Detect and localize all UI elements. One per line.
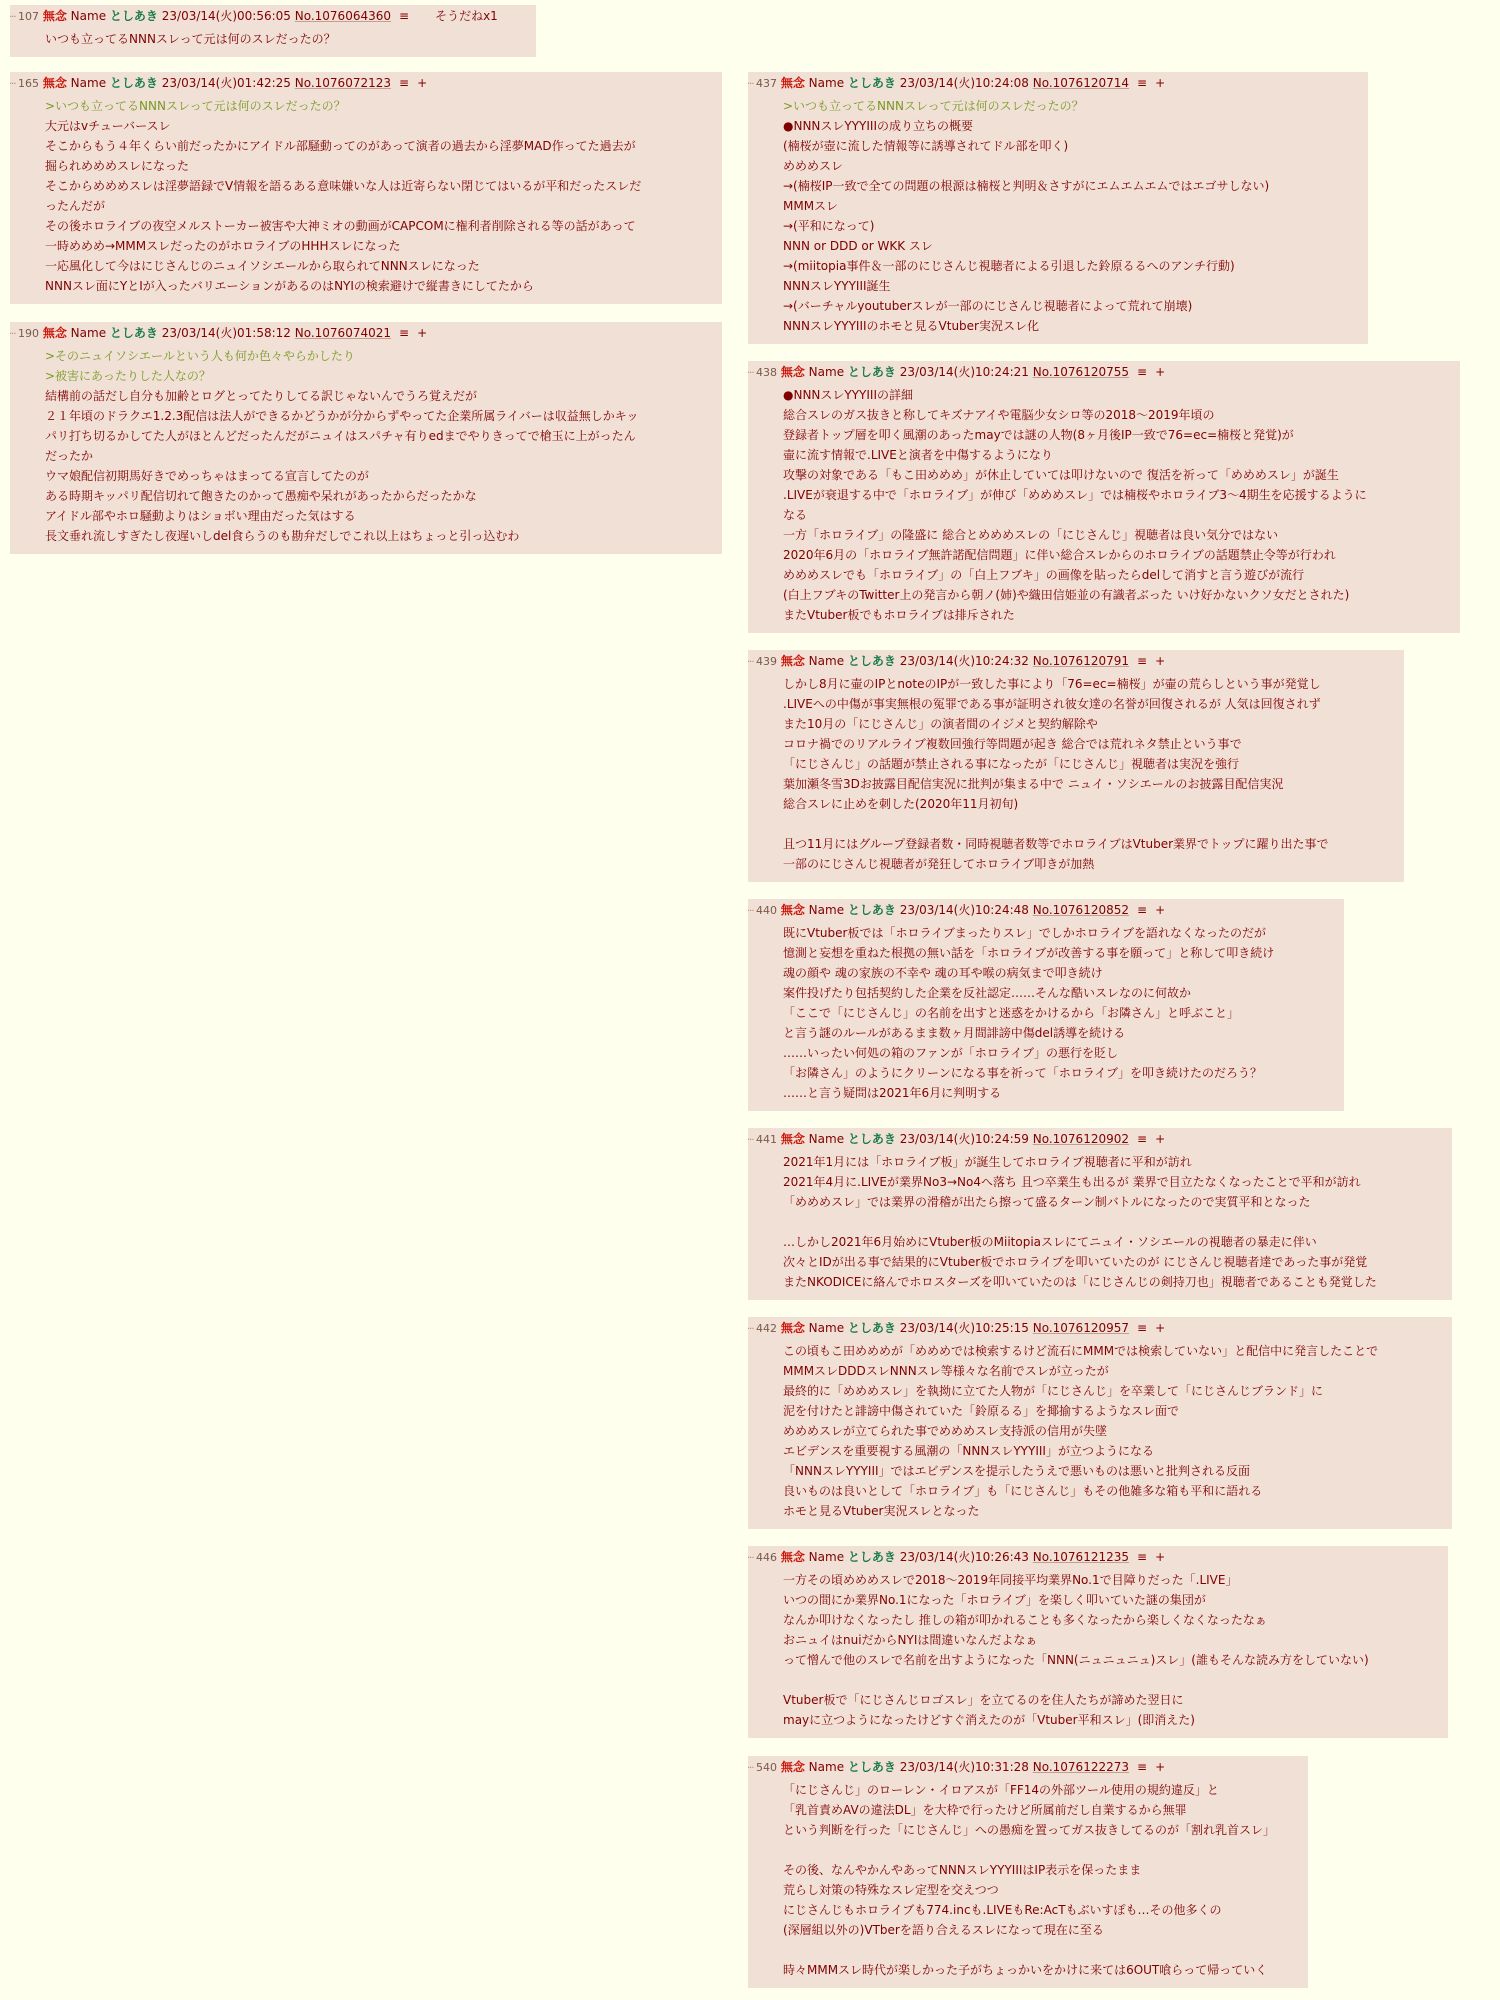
- post-body: [756, 1341, 1442, 1521]
- post-body: [756, 674, 1394, 874]
- post-text-line: と言う謎のルールがあるまま数ヶ月間誹謗中傷del誘導を続ける: [783, 1026, 1126, 1040]
- post-number-link[interactable]: No.1076120755: [1032, 365, 1130, 379]
- poster-name: としあき: [847, 1550, 896, 1564]
- post-index: 439: [756, 655, 777, 668]
- post-index: 440: [756, 904, 777, 917]
- post-text-line: 一方「ホロライブ」の隆盛に 総合とめめめスレの「にじさんじ」視聴者は良い気分ではない: [783, 528, 1279, 542]
- post-number-link[interactable]: No.1076120714: [1032, 76, 1130, 90]
- post-body: [756, 1570, 1438, 1730]
- post-text-line: 「お隣さん」のようにクリーンになる事を祈って「ホロライブ」を叩き続けたのだろう？: [783, 1066, 1263, 1080]
- post: [10, 72, 722, 304]
- post-text-line: にじさんじもホロライブも774.incも.LIVEもRe:AcTもぶいすぽも…その他多くの: [783, 1903, 1222, 1917]
- post-text-line: 総合スレのガス抜きと称してキズナアイや電脳少女シロ等の2018～2019年頃の: [783, 408, 1215, 422]
- post-text-line: そこからめめめスレは淫夢語録でV情報を語るある意味嫌いな人は近寄らない閉じてはいるが平和だったスレだ: [45, 179, 642, 193]
- post-text-line: いつの間にか業界No.1になった「ホロライブ」を楽しく叩いていた謎の集団が: [783, 1593, 1206, 1607]
- sodane-plus-button[interactable]: +: [417, 326, 428, 340]
- sodane-plus-button[interactable]: +: [1155, 76, 1166, 90]
- post-text-line: またVtuber板でもホロライブは排斥された: [783, 608, 1015, 622]
- post-menu-icon[interactable]: ≡: [1137, 903, 1148, 917]
- post-index: 165: [18, 77, 39, 90]
- poster-name: としあき: [109, 76, 158, 90]
- poster-name: としあき: [847, 76, 896, 90]
- post-text-line: 攻撃の対象である「もこ田めめめ」が休止していては叩けないので 復活を祈って「めめめスレ」が誕生: [783, 468, 1339, 482]
- post-text-line: ホモと見るVtuber実況スレとなった: [783, 1504, 980, 1518]
- poster-name: としあき: [847, 1760, 896, 1774]
- post: [748, 72, 1368, 344]
- post-header: [747, 1321, 1442, 1341]
- post-subject: 無念: [42, 76, 67, 90]
- post-text-line: →(miitopia事件＆一部のにじさんじ視聴者による引退した鈴原るるへのアンチ行動): [783, 259, 1235, 273]
- poster-name: としあき: [847, 365, 896, 379]
- quote-line: >被害にあったりした人なの？: [45, 369, 211, 383]
- post-text-line: 2021年4月に.LIVEが業界No3→No4へ落ち 且つ卒業生も出るが 業界で目立たなくなったことで平和が訪れ: [783, 1175, 1361, 1189]
- quote-line: >そのニュイソシエールという人も何か色々やらかしたり: [45, 349, 355, 363]
- post-text-line: 案件投げたり包括契約した企業を反社認定……そんな酷いスレなのに何故か: [783, 986, 1192, 1000]
- post-text-line: なんか叩けなくなったし 推しの箱が叩かれることも多くなったから楽しくなくなったなぁ: [783, 1613, 1267, 1627]
- post-text-line: アイドル部やホロ騒動よりはショボい理由だった気はする: [45, 509, 356, 523]
- post-body: [18, 346, 712, 546]
- post-text-line: 次々とIDが出る事で結果的にVtuber板でホロライブを叩いていたのが にじさんじ視聴者達であった事が発覚: [783, 1255, 1368, 1269]
- post-text-line: 憶測と妄想を重ねた根拠の無い話を「ホロライブが改善する事を願って」と称して叩き続け: [783, 946, 1275, 960]
- post-subject: 無念: [780, 76, 805, 90]
- post-text-line: 既にVtuber板では「ホロライブまったりスレ」でしかホロライブを語れなくなったのだが: [783, 926, 1267, 940]
- post-index: 442: [756, 1322, 777, 1335]
- post-text-line: [783, 814, 1394, 834]
- post-date: 23/03/14(火)01:42:25: [161, 76, 291, 90]
- post-text-line: 「ここで「にじさんじ」の名前を出すと迷惑をかけるから「お隣さん」と呼ぶこと」: [783, 1006, 1240, 1020]
- post-anchor-dots: ···: [747, 79, 754, 90]
- post-text-line: なる: [783, 508, 808, 522]
- post-text-line: めめめスレ: [783, 159, 844, 173]
- post-index: 190: [18, 327, 39, 340]
- post-menu-icon[interactable]: ≡: [1137, 1132, 1148, 1146]
- post-text-line: 2021年1月には「ホロライブ板」が誕生してホロライブ視聴者に平和が訪れ: [783, 1155, 1192, 1169]
- post-number-link[interactable]: No.1076074021: [294, 326, 392, 340]
- post-text-line: そこからもう４年くらい前だったかにアイドル部騒動ってのがあって演者の過去から淫夢MAD作ってた過去が: [45, 139, 636, 153]
- post: [748, 1756, 1308, 1988]
- post-anchor-dots: ···: [9, 79, 16, 90]
- post-date: 23/03/14(火)10:25:15: [899, 1321, 1029, 1335]
- post-name-label: Name: [70, 76, 107, 90]
- post-number-link[interactable]: No.1076120957: [1032, 1321, 1130, 1335]
- post: [748, 650, 1404, 882]
- post-name-label: Name: [808, 903, 845, 917]
- post: [10, 322, 722, 554]
- post-date: 23/03/14(火)10:24:59: [899, 1132, 1029, 1146]
- post-body: [756, 1780, 1298, 1980]
- post-text-line: (楠桜が壺に流した情報等に誘導されてドル部を叩く): [783, 139, 1069, 153]
- post-body: [756, 385, 1450, 625]
- post-header: [747, 654, 1394, 674]
- post-name-label: Name: [70, 326, 107, 340]
- post-text-line: →(平和になって): [783, 219, 875, 233]
- post-subject: 無念: [780, 1760, 805, 1774]
- quote-line: >いつも立ってるNNNスレって元は何のスレだったの？: [783, 99, 1084, 113]
- post-body: [18, 96, 712, 296]
- post-text-line: (深層組以外の)VTberを語り合えるスレになって現在に至る: [783, 1923, 1104, 1937]
- sodane-plus-button[interactable]: +: [1155, 365, 1166, 379]
- post-index: 446: [756, 1551, 777, 1564]
- post-name-label: Name: [808, 76, 845, 90]
- post-text-line: 結構前の話だし自分も加齢とログとってたりしてる訳じゃないんでうろ覚えだが: [45, 389, 478, 403]
- post-header: [747, 1132, 1442, 1152]
- post-number-link[interactable]: No.1076122273: [1032, 1760, 1130, 1774]
- post-menu-icon[interactable]: ≡: [399, 76, 410, 90]
- post-anchor-dots: ···: [747, 368, 754, 379]
- post-subject: 無念: [42, 9, 67, 23]
- post-text-line: 一部のにじさんじ視聴者が発狂してホロライブ叩きが加熱: [783, 857, 1095, 871]
- poster-name: としあき: [847, 1132, 896, 1146]
- post-index: 540: [756, 1761, 777, 1774]
- post-text-line: …しかし2021年6月始めにVtuber板のMiitopiaスレにてニュイ・ソシエールの視聴者の暴走に伴い: [783, 1235, 1317, 1249]
- post-text-line: という判断を行った「にじさんじ」への愚痴を置ってガス抜きしてるのが「割れ乳首スレ」: [783, 1823, 1276, 1837]
- post-menu-icon[interactable]: ≡: [1137, 76, 1148, 90]
- post-date: 23/03/14(火)10:26:43: [899, 1550, 1029, 1564]
- poster-name: としあき: [109, 326, 158, 340]
- post-text-line: (白上フブキのTwitter上の発言から朝ノ(姉)や織田信姫並の有識者ぶった いけ好かないクソ女だとされた): [783, 588, 1350, 602]
- post-header: [9, 9, 526, 29]
- post-index: 441: [756, 1133, 777, 1146]
- post-text-line: いつも立ってるNNNスレって元は何のスレだったの？: [45, 32, 336, 46]
- post-index: 107: [18, 10, 39, 23]
- post-name-label: Name: [808, 1760, 845, 1774]
- post-body: [756, 923, 1334, 1103]
- post-header: [747, 76, 1358, 96]
- post-text-line: 大元はvチューバースレ: [45, 119, 171, 133]
- post-text-line: ……と言う疑問は2021年6月に判明する: [783, 1086, 1002, 1100]
- post-body: [756, 1152, 1442, 1292]
- post-text-line: その後、なんやかんやあってNNNスレYYYIIIはIP表示を保ったまま: [783, 1863, 1142, 1877]
- post-text-line: .LIVEへの中傷が事実無根の冤罪である事が証明され彼女達の名誉が回復されるが 人気は回復されず: [783, 697, 1321, 711]
- post-subject: 無念: [780, 654, 805, 668]
- post-text-line: Vtuber板で「にじさんじロゴスレ」を立てるのを住人たちが諦めた翌日に: [783, 1693, 1184, 1707]
- post-text-line: めめめスレでも「ホロライブ」の「白上フブキ」の画像を貼ったらdelして消すと言う遊びが流行: [783, 568, 1305, 582]
- post-subject: 無念: [780, 1132, 805, 1146]
- post-text-line: 一応風化して今はにじさんじのニュイソシエールから取られてNNNスレになった: [45, 259, 480, 273]
- post-text-line: その後ホロライブの夜空メルストーカー被害や大神ミオの動画がCAPCOMに権利者削除される等の話があって: [45, 219, 636, 233]
- post-text-line: NNNスレ面にYとIが入ったバリエーションがあるのはNYIの検索避けで縦書きにしてたから: [45, 279, 534, 293]
- post-name-label: Name: [808, 654, 845, 668]
- post-date: 23/03/14(火)01:58:12: [161, 326, 291, 340]
- post-name-label: Name: [808, 365, 845, 379]
- post-header: [747, 903, 1334, 923]
- post-menu-icon[interactable]: ≡: [1137, 654, 1148, 668]
- post-text-line: コロナ禍でのリアルライブ複数回強行等問題が起き 総合では荒れネタ禁止という事で: [783, 737, 1242, 751]
- post-anchor-dots: ···: [9, 329, 16, 340]
- poster-name: としあき: [847, 903, 896, 917]
- post-text-line: ●NNNスレYYYIIIの詳細: [783, 388, 914, 402]
- post-text-line: →(楠桜IP一致で全ての問題の根源は楠桜と判明＆さすがにエムエムエムではエゴサしない): [783, 179, 1270, 193]
- post-text-line: [783, 1670, 1438, 1690]
- post-name-label: Name: [808, 1132, 845, 1146]
- post-number-link[interactable]: No.1076121235: [1032, 1550, 1130, 1564]
- post-subject: 無念: [42, 326, 67, 340]
- post-header: [747, 365, 1450, 385]
- post-text-line: また10月の「にじさんじ」の演者間のイジメと契約解除や: [783, 717, 1098, 731]
- post-text-line: 「めめめスレ」では業界の滑稽が出たら擦って盛るターン制バトルになったので実質平和となった: [783, 1195, 1311, 1209]
- post-text-line: パリ打ち切るかしてた人がほとんどだったんだがニュイはスパチャ有りedまでやりきってで槍玉に上がったん: [45, 429, 636, 443]
- sodane-plus-button[interactable]: +: [1155, 1760, 1166, 1774]
- sodane-plus-button[interactable]: +: [1155, 1550, 1166, 1564]
- post-menu-icon[interactable]: ≡: [1137, 1321, 1148, 1335]
- poster-name: としあき: [847, 1321, 896, 1335]
- post-index: 438: [756, 366, 777, 379]
- post-text-line: →(バーチャルyoutuberスレが一部のにじさんじ視聴者によって荒れて崩壊): [783, 299, 1193, 313]
- post-text-line: 総合スレに止めを刺した(2020年11月初旬): [783, 797, 1019, 811]
- post-text-line: 且つ11月にはグループ登録者数・同時視聴者数等でホロライブはVtuber業界でトップに躍り出た事で: [783, 837, 1329, 851]
- post: [748, 361, 1460, 633]
- post-text-line: おニュイはnuiだからNYIは間違いなんだよなぁ: [783, 1633, 1038, 1647]
- post-menu-icon[interactable]: ≡: [1137, 365, 1148, 379]
- post-text-line: ったんだが: [45, 199, 106, 213]
- post-menu-icon[interactable]: ≡: [399, 326, 410, 340]
- post-header: [9, 76, 712, 96]
- post-anchor-dots: ···: [747, 1763, 754, 1774]
- post-text-line: ウマ娘配信初期馬好きでめっちゃはまってる宣言してたのが: [45, 469, 369, 483]
- post-text-line: [783, 1212, 1442, 1232]
- post-number-link[interactable]: No.1076064360: [294, 9, 392, 23]
- post-date: 23/03/14(火)00:56:05: [161, 9, 291, 23]
- post-text-line: NNN or DDD or WKK スレ: [783, 239, 933, 253]
- post-text-line: 時々MMMスレ時代が楽しかった子がちょっかいをかけに来ては6OUT喰らって帰っていく: [783, 1963, 1268, 1977]
- post-anchor-dots: ···: [747, 657, 754, 668]
- post-number-link[interactable]: No.1076120902: [1032, 1132, 1130, 1146]
- post-text-line: しかし8月に壷のIPとnoteのIPが一致した事により「76=ec=楠桜」が壷の荒らしという事が発覚し: [783, 677, 1321, 691]
- post-text-line: めめめスレが立てられた事でめめめスレ支持派の信用が失墜: [783, 1424, 1108, 1438]
- post-header: [747, 1760, 1298, 1780]
- post-body: [756, 96, 1358, 336]
- poster-name: としあき: [847, 654, 896, 668]
- post-text-line: MMMスレDDDスレNNNスレ等様々な名前でスレが立ったが: [783, 1364, 1109, 1378]
- post-text-line: mayに立つようになったけどすぐ消えたのが「Vtuber平和スレ」(即消えた): [783, 1713, 1195, 1727]
- post-text-line: 長文垂れ流しすぎたし夜遅いしdel食らうのも勘弁だしでこれ以上はちょっと引っ込むわ: [45, 529, 520, 543]
- post-text-line: 掘られめめめスレになった: [45, 159, 190, 173]
- post-text-line: 2020年6月の「ホロライブ無許諾配信問題」に伴い総合スレからのホロライブの話題禁止令等が行われ: [783, 548, 1336, 562]
- post-subject: 無念: [780, 1550, 805, 1564]
- quote-line: >いつも立ってるNNNスレって元は何のスレだったの？: [45, 99, 346, 113]
- post-text-line: ある時期キッパリ配信切れて飽きたのかって愚痴や呆れがあったからだったかな: [45, 489, 477, 503]
- post-anchor-dots: ···: [747, 906, 754, 917]
- post-body: [18, 29, 526, 49]
- post-number-link[interactable]: No.1076072123: [294, 76, 392, 90]
- post-text-line: ……いったい何処の箱のファンが「ホロライブ」の悪行を貶し: [783, 1046, 1119, 1060]
- post-number-link[interactable]: No.1076120852: [1032, 903, 1130, 917]
- post-date: 23/03/14(火)10:31:28: [899, 1760, 1029, 1774]
- sodane-plus-button[interactable]: +: [1155, 903, 1166, 917]
- post-text-line: 最終的に「めめめスレ」を執拗に立てた人物が「にじさんじ」を卒業して「にじさんじブランド」に: [783, 1384, 1324, 1398]
- post-text-line: 「にじさんじ」の話題が禁止される事になったが「にじさんじ」視聴者は実況を強行: [783, 757, 1240, 771]
- post-name-label: Name: [70, 9, 107, 23]
- sodane-button[interactable]: そうだねx1: [435, 9, 498, 23]
- sodane-plus-button[interactable]: +: [1155, 1132, 1166, 1146]
- post-text-line: NNNスレYYYIIIのホモと見るVtuber実況スレ化: [783, 319, 1039, 333]
- post-text-line: またNKODICEに絡んでホロスターズを叩いていたのは「にじさんじの剣持刀也」視聴者であることも発覚した: [783, 1275, 1377, 1289]
- post-index: 437: [756, 77, 777, 90]
- post-number-link[interactable]: No.1076120791: [1032, 654, 1130, 668]
- post-header: [747, 1550, 1438, 1570]
- post-anchor-dots: ···: [747, 1324, 754, 1335]
- post-text-line: って憎んで他のスレで名前を出すようになった「NNN(ニュニュニュ)スレ」(誰もそんな読み方をしていない): [783, 1653, 1369, 1667]
- post-text-line: NNNスレYYYIII誕生: [783, 279, 891, 293]
- post-menu-icon[interactable]: ≡: [1137, 1760, 1148, 1774]
- post-text-line: 葉加瀬冬雪3Dお披露目配信実況に批判が集まる中で ニュイ・ソシエールのお披露目配信実況: [783, 777, 1284, 791]
- sodane-plus-button[interactable]: +: [1155, 654, 1166, 668]
- post-text-line: ２１年頃のドラクエ1.2.3配信は法人ができるかどうかが分からずやってた企業所属ライバーは収益無しかキッ: [45, 409, 639, 423]
- post-text-line: 「にじさんじ」のローレン・イロアスが「FF14の外部ツール使用の規約違反」と: [783, 1783, 1219, 1797]
- post: [748, 899, 1344, 1111]
- post-text-line: .LIVEが衰退する中で「ホロライブ」が伸び「めめめスレ」では楠桜やホロライブ3～4期生を応援するように: [783, 488, 1367, 502]
- post-text-line: ●NNNスレYYYIIIの成り立ちの概要: [783, 119, 974, 133]
- post-text-line: 一方その頃めめめスレで2018～2019年同接平均業界No.1で目障りだった「.LIVE」: [783, 1573, 1238, 1587]
- post-name-label: Name: [808, 1321, 845, 1335]
- post-text-line: 一時めめめ→MMMスレだったのがホロライブのHHHスレになった: [45, 239, 401, 253]
- post-anchor-dots: ···: [747, 1553, 754, 1564]
- post-text-line: 「乳首責めAVの違法DL」を大枠で行ったけど所属前だし自業するから無罪: [783, 1803, 1187, 1817]
- post-date: 23/03/14(火)10:24:48: [899, 903, 1029, 917]
- post: [748, 1317, 1452, 1529]
- sodane-plus-button[interactable]: +: [1155, 1321, 1166, 1335]
- post-header: [9, 326, 712, 346]
- post-anchor-dots: ···: [9, 12, 16, 23]
- post-text-line: 荒らし対策の特殊なスレ定型を交えつつ: [783, 1883, 999, 1897]
- post-text-line: 壷に流す情報で.LIVEと演者を中傷するようになり: [783, 448, 1053, 462]
- post-text-line: 「NNNスレYYYIII」ではエビデンスを提示したうえで悪いものは悪いと批判される反面: [783, 1464, 1250, 1478]
- post: [10, 5, 536, 57]
- post: [748, 1128, 1452, 1300]
- post-text-line: MMMスレ: [783, 199, 839, 213]
- post-date: 23/03/14(火)10:24:08: [899, 76, 1029, 90]
- post-text-line: 登録者トップ層を叩く風潮のあったmayでは謎の人物(8ヶ月後IP一致で76=ec=楠桜と発覚)が: [783, 428, 1294, 442]
- post-text-line: [783, 1940, 1298, 1960]
- post-text-line: 魂の顔や 魂の家族の不幸や 魂の耳や喉の病気まで叩き続け: [783, 966, 1103, 980]
- post-text-line: この頃もこ田めめめが「めめめでは検索するけど流石にMMMでは検索していない」と配信中に発言したことで: [783, 1344, 1379, 1358]
- post-subject: 無念: [780, 1321, 805, 1335]
- post-date: 23/03/14(火)10:24:21: [899, 365, 1029, 379]
- post-text-line: エビデンスを重要視する風潮の「NNNスレYYYIII」が立つようになる: [783, 1444, 1154, 1458]
- post-date: 23/03/14(火)10:24:32: [899, 654, 1029, 668]
- post-name-label: Name: [808, 1550, 845, 1564]
- sodane-plus-button[interactable]: +: [417, 76, 428, 90]
- post-subject: 無念: [780, 903, 805, 917]
- post-text-line: だったか: [45, 449, 94, 463]
- post-menu-icon[interactable]: ≡: [1137, 1550, 1148, 1564]
- post-text-line: 泥を付けたと誹謗中傷されていた「鈴原るる」を揶揄するようなスレ面で: [783, 1404, 1180, 1418]
- post: [748, 1546, 1448, 1738]
- post-subject: 無念: [780, 365, 805, 379]
- post-menu-icon[interactable]: ≡: [399, 9, 410, 23]
- post-text-line: 良いものは良いとして「ホロライブ」も「にじさんじ」もその他雑多な箱も平和に語れる: [783, 1484, 1263, 1498]
- poster-name: としあき: [109, 9, 158, 23]
- post-anchor-dots: ···: [747, 1135, 754, 1146]
- post-text-line: [783, 1840, 1298, 1860]
